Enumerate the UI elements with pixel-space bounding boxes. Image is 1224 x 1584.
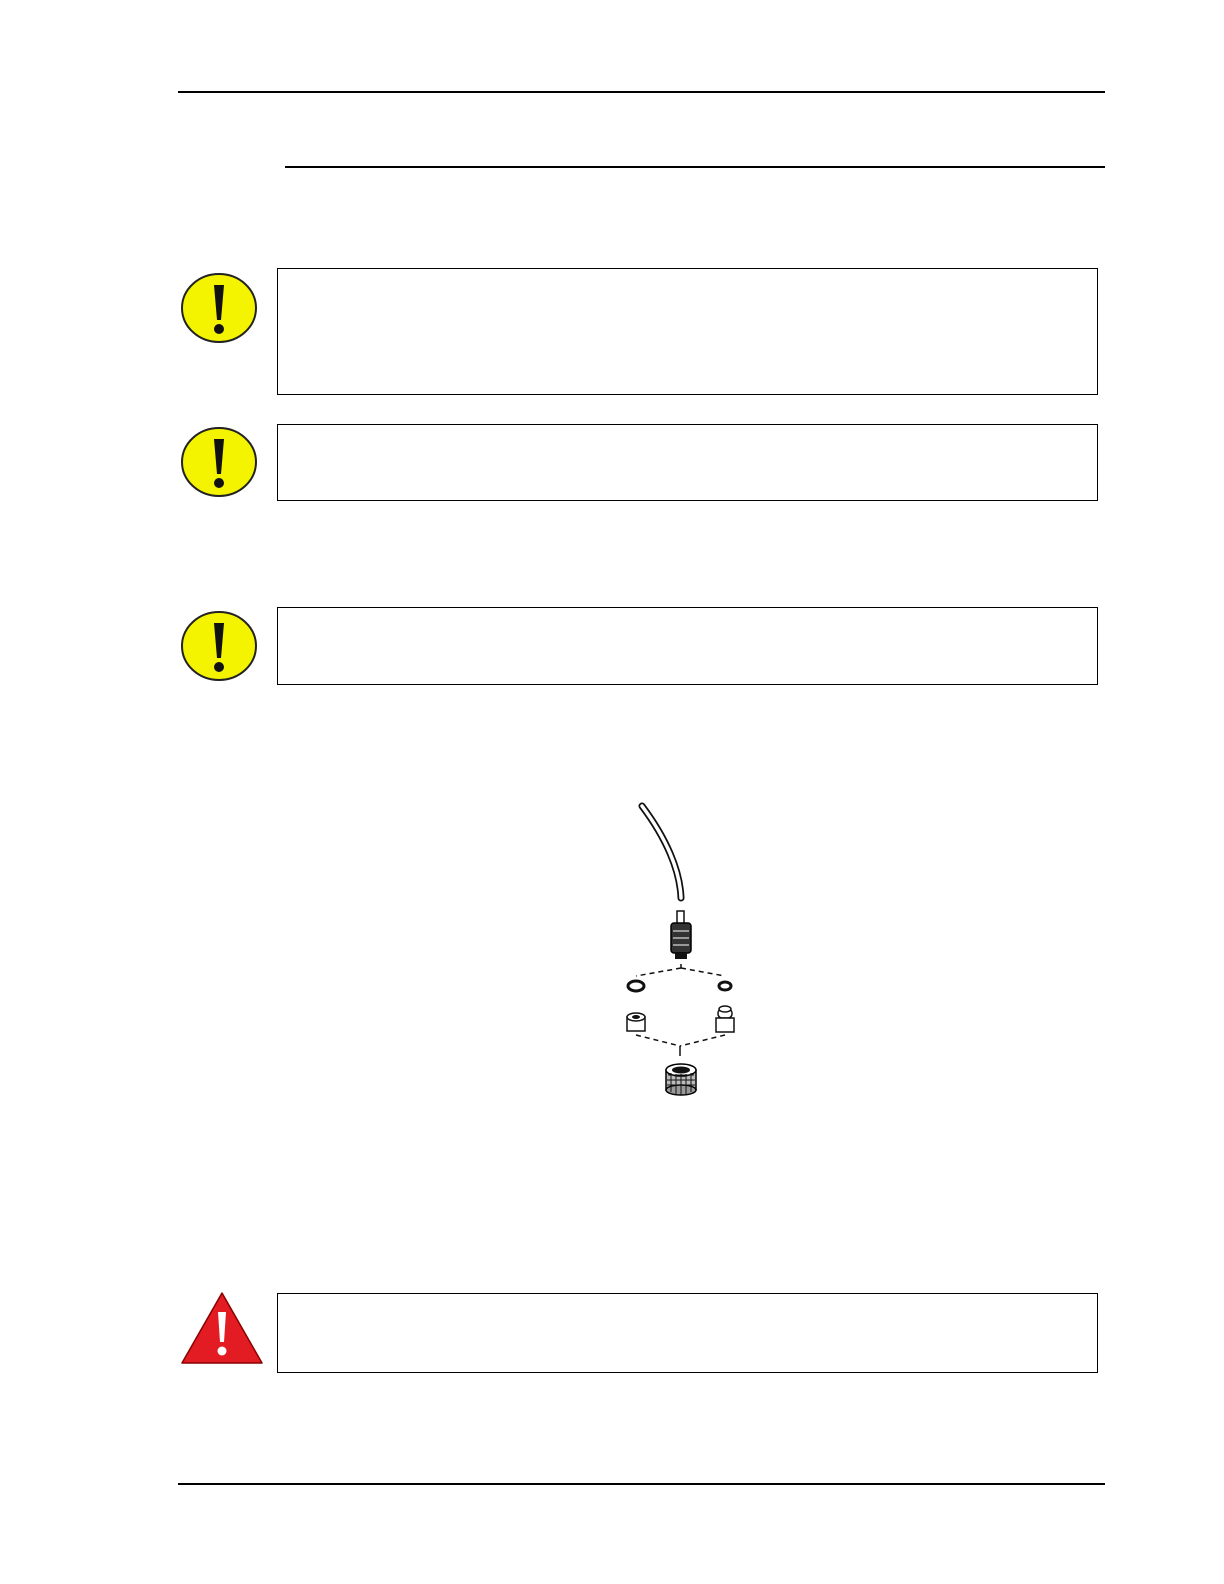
knurled-cap bbox=[666, 1064, 696, 1095]
footer-rule bbox=[178, 1483, 1105, 1485]
ferrule bbox=[627, 1013, 645, 1031]
section-rule bbox=[285, 166, 1105, 168]
header-rule bbox=[178, 91, 1105, 93]
warning-icon bbox=[179, 1290, 265, 1371]
caution-icon bbox=[180, 426, 258, 503]
ferrule bbox=[716, 1006, 734, 1032]
tubing bbox=[642, 806, 681, 898]
warning-box bbox=[277, 1293, 1098, 1373]
fitting-nut bbox=[671, 911, 691, 959]
caution-box bbox=[277, 268, 1098, 395]
o-ring bbox=[719, 982, 731, 990]
caution-icon bbox=[180, 272, 258, 349]
o-ring bbox=[628, 981, 644, 991]
caution-box bbox=[277, 607, 1098, 685]
caution-icon bbox=[180, 610, 258, 687]
caution-box bbox=[277, 424, 1098, 501]
fitting-assembly-figure bbox=[600, 790, 760, 1105]
